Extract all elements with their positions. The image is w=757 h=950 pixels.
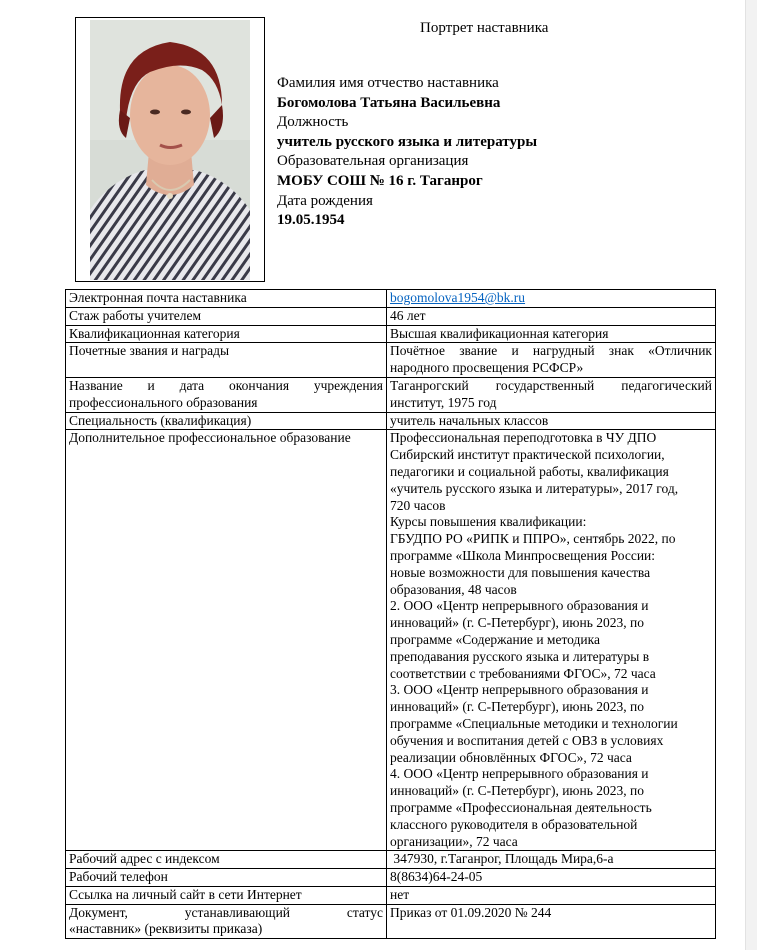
org-value: МОБУ СОШ № 16 г. Таганрог xyxy=(277,172,483,189)
mentor-details-table xyxy=(65,289,716,939)
work-address-value: 347930, г.Таганрог, Площадь Мира,6-а xyxy=(387,851,716,869)
birth-value: 19.05.1954 xyxy=(277,212,345,229)
institution-value-line2: институт, 1975 год xyxy=(390,394,497,410)
table-row xyxy=(66,430,716,851)
category-label: Квалификационная категория xyxy=(66,325,387,343)
table-row xyxy=(66,904,716,939)
work-address-label: Рабочий адрес с индексом xyxy=(66,851,387,869)
table-row xyxy=(66,325,716,343)
position-label: Должность xyxy=(277,114,349,131)
table-row xyxy=(66,290,716,308)
document-status-label xyxy=(66,904,387,939)
experience-label: Стаж работы учителем xyxy=(66,307,387,325)
name-label: Фамилия имя отчество наставника xyxy=(277,75,499,91)
table-row xyxy=(66,343,716,378)
category-value: Высшая квалификационная категория xyxy=(387,325,716,343)
mentor-photo xyxy=(75,17,265,282)
org-label: Образовательная организация xyxy=(277,153,469,170)
website-label: Ссылка на личный сайт в сети Интернет xyxy=(66,886,387,904)
name-value: Богомолова Татьяна Васильевна xyxy=(277,94,501,111)
table-row xyxy=(66,377,716,412)
specialty-value: учитель начальных классов xyxy=(387,412,716,430)
document-status-label-line1: Документ, устанавливающий статус xyxy=(69,904,383,920)
portrait-image xyxy=(90,20,250,280)
institution-value xyxy=(387,377,716,412)
additional-education-label: Дополнительное профессиональное образование xyxy=(66,430,387,851)
specialty-label: Специальность (квалификация) xyxy=(66,412,387,430)
institution-value-line1: Таганрогский государственный педагогический xyxy=(390,377,712,393)
mentor-info xyxy=(277,74,537,231)
institution-label-line1: Название и дата окончания учреждения xyxy=(69,377,383,393)
institution-label xyxy=(66,377,387,412)
email-cell xyxy=(387,290,716,308)
work-phone-label: Рабочий телефон xyxy=(66,869,387,887)
table-row xyxy=(66,851,716,869)
email-link[interactable]: bogomolova1954@bk.ru xyxy=(390,290,526,305)
experience-value: 46 лет xyxy=(387,307,716,325)
website-value: нет xyxy=(387,886,716,904)
table-row xyxy=(66,307,716,325)
vertical-scrollbar[interactable] xyxy=(745,0,757,950)
table-row xyxy=(66,869,716,887)
awards-value-line1: Почётное звание и нагрудный знак «Отличник xyxy=(390,343,712,359)
additional-education-value: Профессиональная переподготовка в ЧУ ДПО Сибирский институт практической психологии, педагогики и социальной работы, квалификация «учитель русского языка и литературы», 2017 год, 720 часов Курсы повышения квалификации: ГБУДПО РО «РИПК и ППРО», сентябрь 2022, по программе «Школа Минпросвещения России: новые возможности для повышения качества образования, 48 часов 2. ООО «Центр непрерывного образования и инноваций» (г. С-Петербург), июнь 2023, по программе «Содержание и методика преподавания русского языка и литературы в соответствии с требованиями ФГОС», 72 часа 3. ООО «Центр непрерывного образования и инноваций» (г. С-Петербург), июнь 2023, по программе «Специальные методики и технологии обучения и воспитания детей с ОВЗ в условиях реализации обновлённых ФГОС», 72 часа 4. ООО «Центр непрерывного образования и инноваций» (г. С-Петербург), июнь 2023, по программе «Профессиональная деятельность классного руководителя в образовательной организации», 72 часа xyxy=(387,430,716,851)
awards-value xyxy=(387,343,716,378)
document-status-label-line2: «наставник» (реквизиты приказа) xyxy=(69,921,263,937)
birth-label: Дата рождения xyxy=(277,192,373,209)
institution-label-line2: профессионального образования xyxy=(69,394,258,410)
document-title: Портрет наставника xyxy=(420,20,549,36)
table-row xyxy=(66,412,716,430)
awards-label: Почетные звания и награды xyxy=(66,343,387,378)
email-label: Электронная почта наставника xyxy=(66,290,387,308)
awards-value-line2: народного просвещения РСФСР» xyxy=(390,360,584,376)
position-value: учитель русского языка и литературы xyxy=(277,133,538,150)
work-phone-value: 8(8634)64-24-05 xyxy=(387,869,716,887)
table-row xyxy=(66,886,716,904)
document-status-value: Приказ от 01.09.2020 № 244 xyxy=(387,904,716,939)
